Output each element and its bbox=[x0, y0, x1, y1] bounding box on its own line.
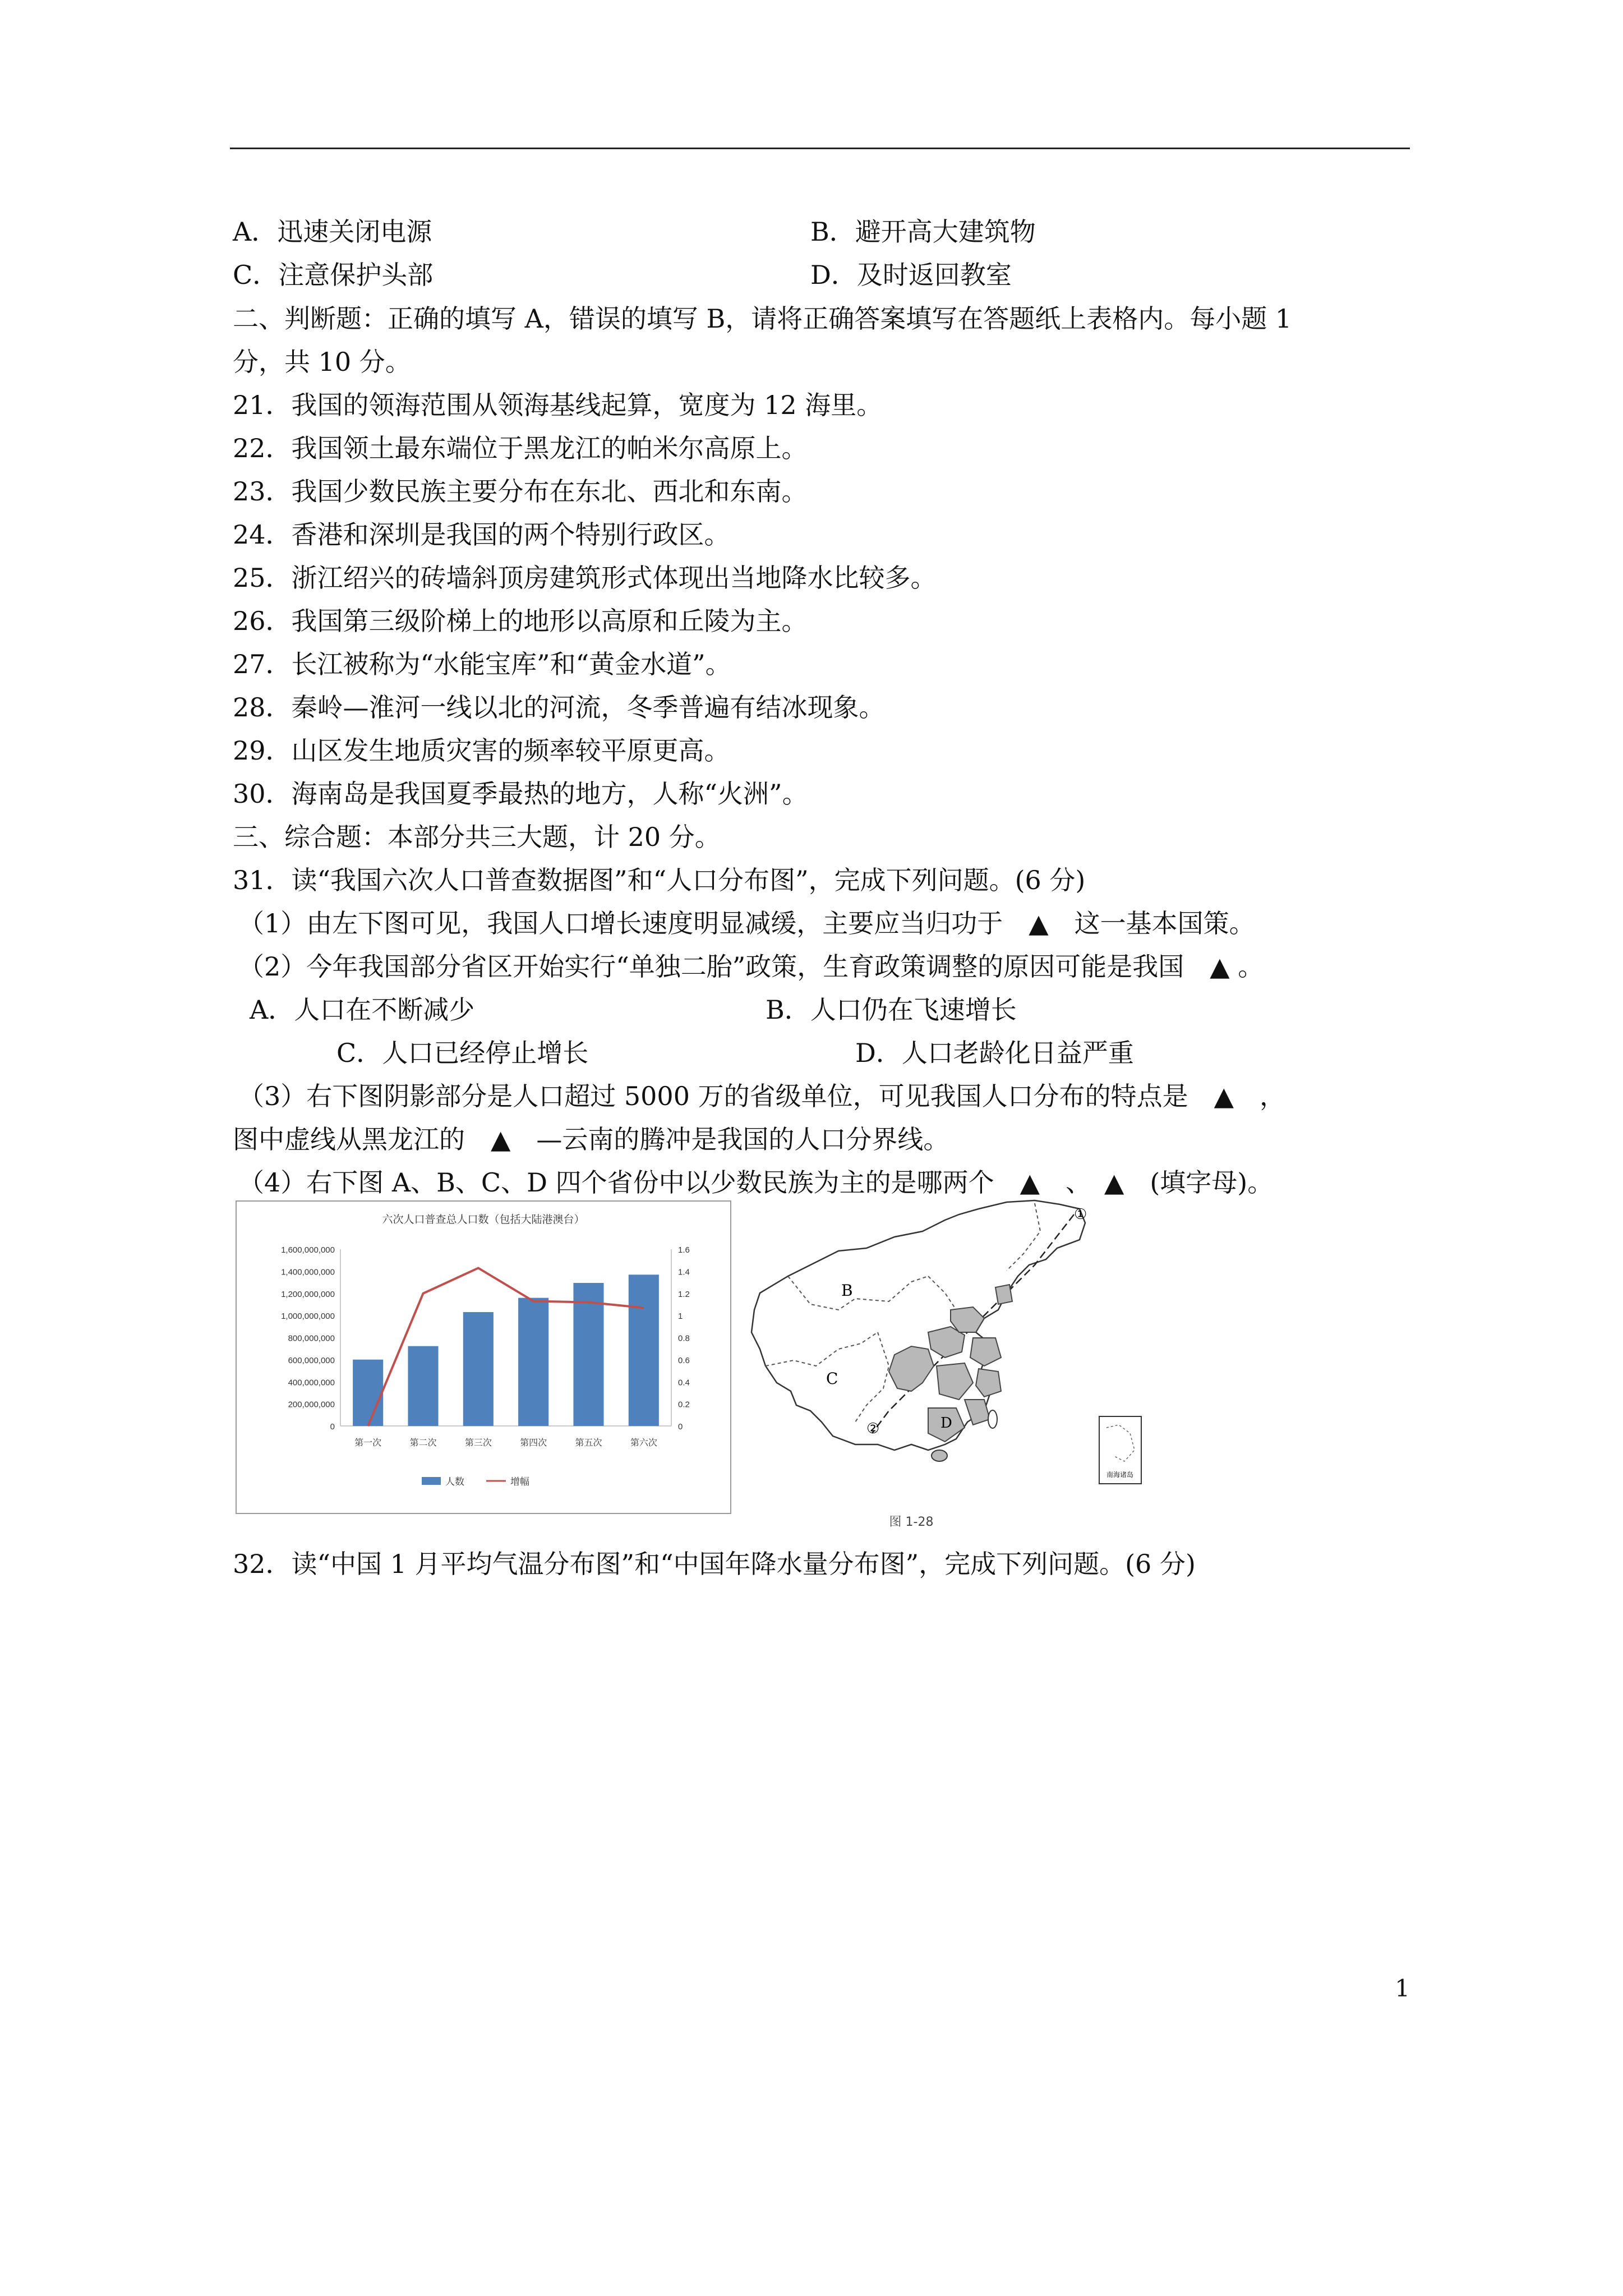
census-chart-svg bbox=[237, 1202, 730, 1513]
q31-part4: （4）右下图 A、B、C、D 四个省份中以少数民族为主的是哪两个 ▲ 、 ▲ (填字母)。 bbox=[238, 1167, 1274, 1198]
y2-tick-label: 0.6 bbox=[678, 1355, 690, 1365]
q20-option-c: C．注意保护头部 bbox=[233, 260, 434, 290]
y2-tick-label: 1 bbox=[678, 1312, 683, 1322]
y-tick-label: 600,000,000 bbox=[288, 1355, 335, 1365]
q31-option-c: C．人口已经停止增长 bbox=[336, 1038, 589, 1068]
map-label-c: C bbox=[826, 1369, 838, 1388]
x-tick-label: 第五次 bbox=[575, 1438, 602, 1448]
page-number: 1 bbox=[1395, 1975, 1410, 2002]
q31-part1: （1）由左下图可见，我国人口增长速度明显减缓，主要应当归功于 ▲ 这一基本国策。 bbox=[238, 908, 1255, 938]
judge-item-23: 23．我国少数民族主要分布在东北、西北和东南。 bbox=[233, 476, 808, 507]
bar-3 bbox=[463, 1312, 494, 1426]
y-tick-label: 800,000,000 bbox=[288, 1333, 335, 1343]
y2-tick-label: 1.2 bbox=[678, 1289, 690, 1299]
x-tick-label: 第一次 bbox=[354, 1438, 382, 1448]
y-tick-label: 1,000,000,000 bbox=[281, 1312, 335, 1322]
inset-label: 南海诸岛 bbox=[1106, 1471, 1134, 1479]
y2-tick-label: 0.2 bbox=[678, 1400, 690, 1410]
q20-option-d: D．及时返回教室 bbox=[810, 260, 1012, 290]
y2-tick-label: 0 bbox=[678, 1422, 683, 1432]
y2-tick-label: 1.6 bbox=[678, 1245, 690, 1255]
legend-label-population: 人数 bbox=[445, 1476, 464, 1487]
population-map bbox=[743, 1198, 1155, 1534]
legend-label-growth: 增幅 bbox=[510, 1476, 529, 1487]
q31-stem: 31．读“我国六次人口普查数据图”和“人口分布图”，完成下列问题。(6 分) bbox=[233, 865, 1086, 895]
judge-item-29: 29．山区发生地质灾害的频率较平原更高。 bbox=[233, 735, 730, 766]
q31-part2: （2）今年我国部分省区开始实行“单独二胎”政策，生育政策调整的原因可能是我国 ▲ 。 bbox=[238, 951, 1264, 982]
q31-option-d: D．人口老龄化日益严重 bbox=[855, 1038, 1134, 1068]
header-rule bbox=[230, 148, 1410, 149]
map-label-d: D bbox=[940, 1415, 952, 1432]
legend-swatch-population bbox=[422, 1477, 441, 1485]
x-tick-label: 第六次 bbox=[630, 1438, 657, 1448]
q31-part3-line2: 图中虚线从黑龙江的 ▲ —云南的腾冲是我国的人口分界线。 bbox=[233, 1124, 949, 1154]
census-chart bbox=[236, 1200, 731, 1514]
chart-title: 六次人口普查总人口数（包括大陆港澳台） bbox=[382, 1214, 585, 1226]
map-label-b: B bbox=[841, 1281, 853, 1300]
population-map-svg bbox=[743, 1198, 1155, 1534]
y-tick-label: 1,200,000,000 bbox=[281, 1289, 335, 1299]
y-tick-label: 200,000,000 bbox=[288, 1400, 335, 1410]
judge-item-25: 25．浙江绍兴的砖墙斜顶房建筑形式体现出当地降水比较多。 bbox=[233, 563, 937, 593]
judge-item-21: 21．我国的领海范围从领海基线起算，宽度为 12 海里。 bbox=[233, 390, 883, 420]
q32-stem: 32．读“中国 1 月平均气温分布图”和“中国年降水量分布图”，完成下列问题。(6 分) bbox=[233, 1549, 1196, 1579]
section2-header-line1: 二、判断题：正确的填写 A，错误的填写 B，请将正确答案填写在答题纸上表格内。每小题 1 bbox=[233, 303, 1292, 334]
q20-option-a: A．迅速关闭电源 bbox=[233, 217, 432, 247]
y-tick-label: 1,600,000,000 bbox=[281, 1245, 335, 1255]
q31-option-b: B．人口仍在飞速增长 bbox=[766, 995, 1017, 1025]
y-tick-label: 400,000,000 bbox=[288, 1378, 335, 1388]
bar-1 bbox=[353, 1360, 383, 1426]
y2-tick-label: 1.4 bbox=[678, 1267, 690, 1277]
map-caption: 图 1-28 bbox=[889, 1515, 934, 1529]
q31-option-a: A．人口在不断减少 bbox=[250, 995, 475, 1025]
bar-6 bbox=[629, 1274, 659, 1426]
judge-item-24: 24．香港和深圳是我国的两个特别行政区。 bbox=[233, 519, 730, 550]
judge-item-30: 30．海南岛是我国夏季最热的地方，人称“火洲”。 bbox=[233, 779, 808, 809]
map-marker-1: ① bbox=[1074, 1206, 1087, 1223]
judge-item-22: 22．我国领土最东端位于黑龙江的帕米尔高原上。 bbox=[233, 433, 808, 463]
judge-item-27: 27．长江被称为“水能宝库”和“黄金水道”。 bbox=[233, 649, 731, 679]
x-tick-label: 第二次 bbox=[409, 1438, 437, 1448]
bar-4 bbox=[518, 1298, 548, 1426]
y-tick-label: 1,400,000,000 bbox=[281, 1267, 335, 1277]
section3-header: 三、综合题：本部分共三大题，计 20 分。 bbox=[233, 822, 721, 852]
map-marker-2: ② bbox=[866, 1420, 880, 1437]
judge-item-26: 26．我国第三级阶梯上的地形以高原和丘陵为主。 bbox=[233, 606, 808, 636]
bar-2 bbox=[408, 1346, 438, 1426]
china-outline bbox=[751, 1200, 1085, 1450]
q20-option-b: B．避开高大建筑物 bbox=[810, 217, 1036, 247]
y-tick-label: 0 bbox=[330, 1422, 335, 1432]
y2-tick-label: 0.4 bbox=[678, 1378, 690, 1388]
x-tick-label: 第四次 bbox=[520, 1438, 547, 1448]
y2-tick-label: 0.8 bbox=[678, 1333, 690, 1343]
x-tick-label: 第三次 bbox=[464, 1438, 492, 1448]
q31-part3-line1: （3）右下图阴影部分是人口超过 5000 万的省级单位，可见我国人口分布的特点是 ▲ ， bbox=[238, 1081, 1285, 1111]
chart-plot-area bbox=[281, 1245, 690, 1487]
judge-item-28: 28．秦岭—淮河一线以北的河流，冬季普遍有结冰现象。 bbox=[233, 692, 885, 723]
section2-header-line2: 分，共 10 分。 bbox=[233, 347, 411, 377]
